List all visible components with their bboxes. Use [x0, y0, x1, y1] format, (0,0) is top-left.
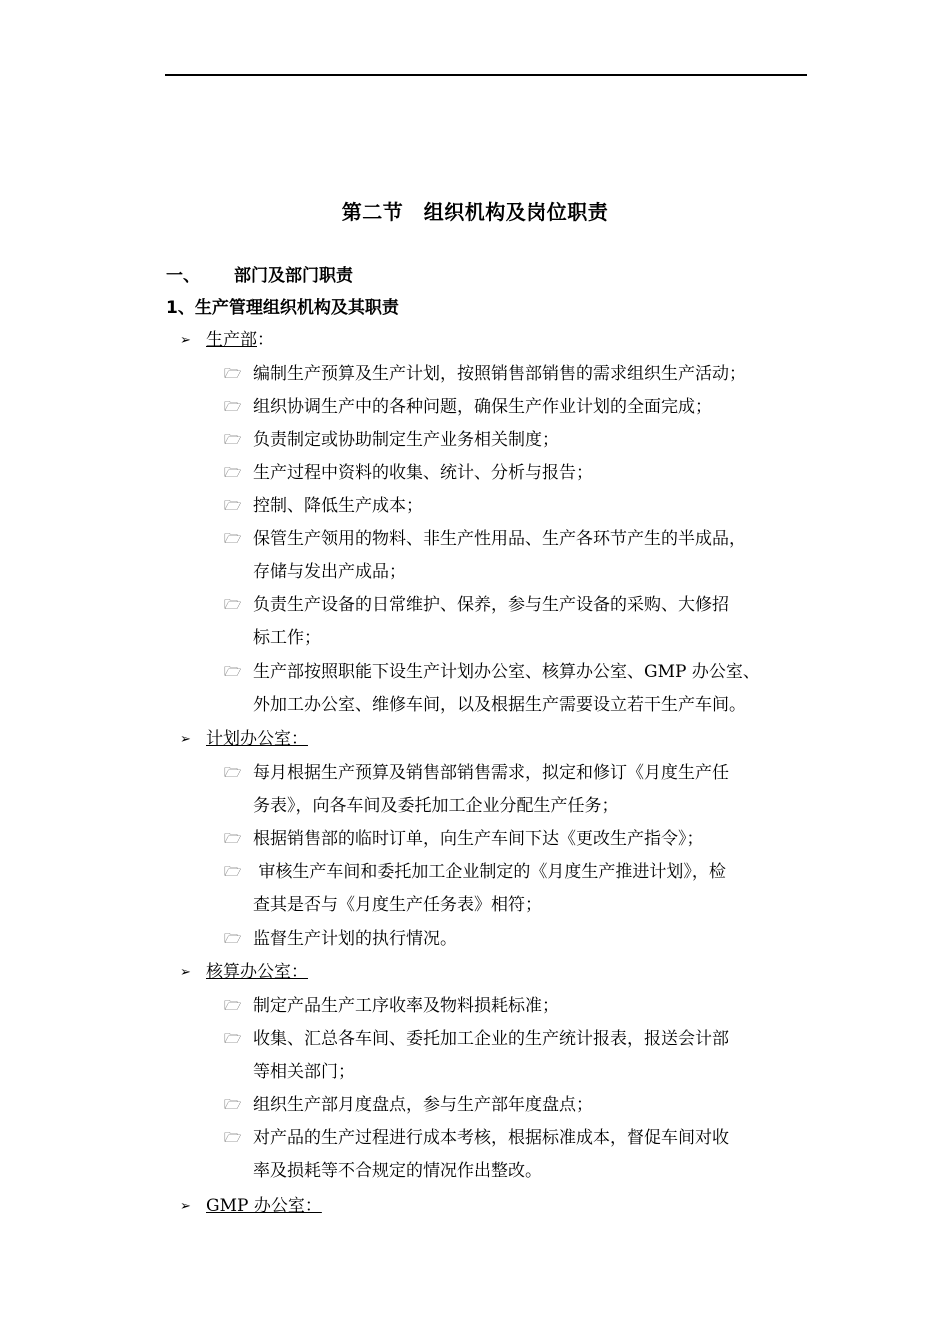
- section-label: 计划办公室：: [206, 729, 308, 749]
- folder-outline-icon: 🗁: [224, 1130, 242, 1146]
- section-heading-planning-office: [180, 723, 308, 756]
- list-item: [224, 1122, 824, 1188]
- arrow-bullet-icon: ➢: [180, 965, 191, 980]
- folder-outline-icon: 🗁: [224, 432, 242, 448]
- folder-outline-icon: 🗁: [224, 765, 242, 781]
- list-item-text: 控制、降低生产成本；: [253, 496, 423, 516]
- folder-outline-icon: 🗁: [224, 597, 242, 613]
- section-label: 核算办公室：: [206, 962, 308, 982]
- folder-outline-icon: 🗁: [224, 531, 242, 547]
- folder-outline-icon: 🗁: [224, 465, 242, 481]
- arrow-bullet-icon: ➢: [180, 333, 191, 348]
- list-item-text: 负责生产设备的日常维护、保养，参与生产设备的采购、大修招 标工作；: [253, 595, 729, 648]
- header-rule: [165, 74, 807, 76]
- arrow-bullet-icon: ➢: [180, 732, 191, 747]
- list-item-text: 组织生产部月度盘点，参与生产部年度盘点；: [253, 1095, 593, 1115]
- list-item: [224, 757, 824, 823]
- folder-outline-icon: 🗁: [224, 366, 242, 382]
- list-item-text: 每月根据生产预算及销售部销售需求，拟定和修订《月度生产任 务表》，向各车间及委托加工企业分配生产任务；: [253, 763, 729, 816]
- arrow-bullet-icon: ➢: [180, 1199, 191, 1214]
- list-item-text: 监督生产计划的执行情况。: [253, 929, 457, 949]
- list-item-text: 编制生产预算及生产计划，按照销售部销售的需求组织生产活动；: [253, 364, 746, 384]
- section-label: 生产部: [206, 330, 257, 350]
- list-item: [224, 391, 824, 424]
- list-item: [224, 358, 824, 391]
- list-item: [224, 424, 824, 457]
- list-item: [224, 1023, 824, 1089]
- list-item-text: 负责制定或协助制定生产业务相关制度；: [253, 430, 559, 450]
- list-item: [224, 856, 824, 922]
- list-item-text: 对产品的生产过程进行成本考核，根据标准成本，督促车间对收 率及损耗等不合规定的情况作出整改。: [253, 1128, 729, 1181]
- list-item-text: 组织协调生产中的各种问题，确保生产作业计划的全面完成；: [253, 397, 712, 417]
- section-title: 第二节 组织机构及岗位职责: [341, 200, 609, 224]
- list-item-text: 制定产品生产工序收率及物料损耗标准；: [253, 996, 559, 1016]
- list-item: [224, 523, 824, 589]
- folder-outline-icon: 🗁: [224, 864, 242, 880]
- section-heading-production: [180, 324, 274, 357]
- list-item: [224, 1089, 824, 1122]
- folder-outline-icon: 🗁: [224, 664, 242, 680]
- list-item-text: 生产部按照职能下设生产计划办公室、核算办公室、GMP 办公室、 外加工办公室、维修车间，以及根据生产需要设立若干生产车间。: [253, 662, 760, 715]
- list-item-text: 生产过程中资料的收集、统计、分析与报告；: [253, 463, 593, 483]
- heading-level-2: 1、生产管理组织机构及其职责: [166, 298, 399, 318]
- list-item: [224, 457, 824, 490]
- list-item: [224, 923, 824, 956]
- folder-outline-icon: 🗁: [224, 998, 242, 1014]
- list-item-text: 收集、汇总各车间、委托加工企业的生产统计报表，报送会计部 等相关部门；: [253, 1029, 729, 1082]
- list-item-text: 根据销售部的临时订单，向生产车间下达《更改生产指令》；: [253, 829, 704, 849]
- heading-number: 一、: [166, 266, 200, 286]
- list-item: [224, 656, 824, 722]
- section-suffix: ：: [257, 330, 274, 350]
- folder-outline-icon: 🗁: [224, 1031, 242, 1047]
- folder-outline-icon: 🗁: [224, 1097, 242, 1113]
- folder-outline-icon: 🗁: [224, 931, 242, 947]
- list-item: [224, 490, 824, 523]
- list-item-text: 审核生产车间和委托加工企业制定的《月度生产推进计划》，检 查其是否与《月度生产任务表》相符；: [253, 862, 726, 915]
- section-label: GMP 办公室：: [206, 1196, 322, 1216]
- folder-outline-icon: 🗁: [224, 831, 242, 847]
- list-item: [224, 589, 824, 655]
- folder-outline-icon: 🗁: [224, 399, 242, 415]
- list-item: [224, 823, 824, 856]
- heading-level-1: [166, 261, 353, 286]
- section-heading-gmp-office: [180, 1190, 322, 1223]
- section-heading-accounting-office: [180, 956, 308, 989]
- heading-text: 部门及部门职责: [234, 266, 353, 286]
- folder-outline-icon: 🗁: [224, 498, 242, 514]
- list-item: [224, 990, 824, 1023]
- list-item-text: 保管生产领用的物料、非生产性用品、生产各环节产生的半成品， 存储与发出产成品；: [253, 529, 746, 582]
